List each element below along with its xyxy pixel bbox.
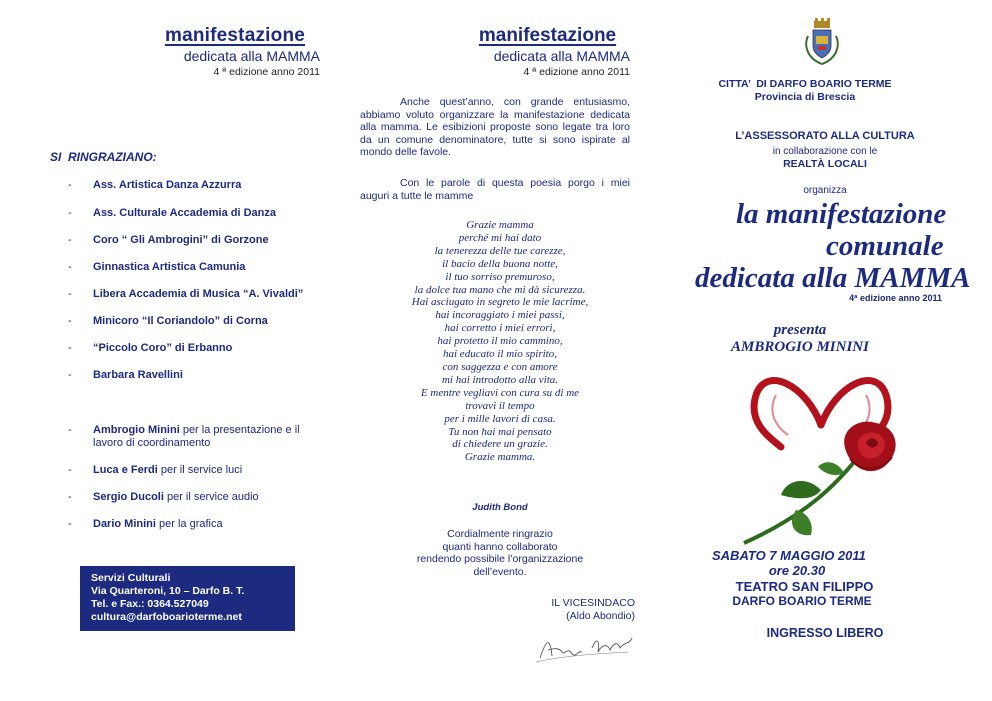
thanks-person: - Ambrogio Minini per la presentazione e il lavoro di coordinamento <box>68 424 300 449</box>
free-entry: INGRESSO LIBERO <box>766 626 884 640</box>
vice-name: (Aldo Abondio) <box>566 609 635 622</box>
left-edition: 4 ª edizione anno 2011 <box>213 66 320 78</box>
assessorato: L’ASSESSORATO ALLA CULTURA <box>735 130 915 142</box>
contact-box <box>80 566 295 631</box>
event-title-line-2: comunale <box>826 230 944 262</box>
middle-title: manifestazione <box>478 25 617 46</box>
contact-line: Via Quarteroni, 10 – Darfo B. T. <box>91 585 245 597</box>
poem-line: per i mille lavori di casa. <box>444 412 556 425</box>
poem-line: la dolce tua mano che mi dà sicurezza. <box>414 283 586 296</box>
poem-line: con saggezza e con amore <box>442 360 558 373</box>
presenter-block <box>700 322 900 356</box>
contact-line: Servizi Culturali <box>91 572 171 584</box>
poem-line: mi hai introdotto alla vita. <box>441 373 558 386</box>
event-date: SABATO 7 MAGGIO 2011 <box>712 548 866 563</box>
poem-line: perché mi hai dato <box>458 231 542 244</box>
closing-line: quanti hanno collaborato <box>442 540 558 553</box>
poem-line: la tenerezza delle tue carezze, <box>434 244 566 257</box>
presenter-name: AMBROGIO MININI <box>731 339 869 355</box>
thanks-item: - Ass. Artistica Danza Azzurra <box>68 179 242 191</box>
poem-line: il bacio della buona notte, <box>442 257 558 270</box>
event-town: DARFO BOARIO TERME <box>732 594 872 608</box>
middle-subtitle: dedicata alla MAMMA <box>493 48 630 64</box>
city-name: CITTA’ DI DARFO BOARIO TERME <box>718 78 892 90</box>
poem-line: trovavi il tempo <box>465 399 535 412</box>
poem-line: Grazie mamma. <box>464 451 536 464</box>
poem-line: hai educato il mio spirito, <box>443 348 557 361</box>
thanks-person: - Dario Minini per la grafica <box>68 518 223 530</box>
poem-line: di chiedere un grazie. <box>452 438 548 451</box>
left-title: manifestazione <box>164 25 306 46</box>
contact-email: cultura@darfoboarioterme.net <box>91 611 242 623</box>
intro-paragraph-2: Con le parole di questa poesia porgo i miei auguri a tutte le mamme <box>360 177 630 202</box>
event-venue: TEATRO SAN FILIPPO <box>735 579 874 594</box>
closing-line: Cordialmente ringrazio <box>447 528 553 540</box>
poem-line: hai corretto i miei errori, <box>444 322 556 335</box>
province: Provincia di Brescia <box>754 91 856 103</box>
poem-line: Grazie mamma <box>466 219 534 231</box>
poem-line: hai incoraggiato i miei passi, <box>435 309 565 322</box>
city-block <box>700 78 910 104</box>
thanks-heading: SI RINGRAZIANO: <box>50 150 157 164</box>
local-realities: REALTÀ LOCALI <box>783 158 867 170</box>
closing-line: dell’evento. <box>473 565 527 578</box>
poem-line: Hai asciugato in segreto le mie lacrime, <box>411 296 589 309</box>
poem-line: hai protetto il mio cammino, <box>437 335 563 348</box>
left-subtitle: dedicata alla MAMMA <box>183 48 320 64</box>
thanks-item: - Barbara Ravellini <box>68 369 183 381</box>
poem-line: Tu non hai mai pensato <box>448 425 552 438</box>
signature <box>532 626 642 666</box>
thanks-item: - Libera Accademia di Musica “A. Vivaldi” <box>68 288 304 300</box>
poem-line: E mentre vegliavi con cura su di me <box>420 386 580 399</box>
thanks-item: - “Piccolo Coro” di Erbanno <box>68 342 233 354</box>
contact-line: Tel. e Fax.: 0364.527049 <box>91 598 209 610</box>
poem-line: il tuo sorriso premuroso, <box>445 270 555 283</box>
vice-title: IL VICESINDACO <box>551 597 635 609</box>
heart-rose-illustration <box>726 355 916 555</box>
collaboration-note: in collaborazione con le <box>772 146 878 157</box>
middle-edition: 4 ª edizione anno 2011 <box>523 66 630 78</box>
event-edition: 4ª edizione anno 2011 <box>849 293 942 303</box>
intro-paragraph: Anche quest’anno, con grande entusiasmo, abbiamo voluto organizzare la manifestazione dedicata alla mamma. Le esibizioni proposte sono legate tra loro da un comune denominatore, tutte si sono ispirate al mondo delle favole. <box>360 96 630 158</box>
closing-note <box>360 528 640 578</box>
thanks-person: - Luca e Ferdi per il service luci <box>68 464 243 476</box>
poem <box>360 219 640 464</box>
closing-line: rendendo possibile l’organizzazione <box>416 553 584 565</box>
event-title-line-1: la manifestazione <box>736 198 947 230</box>
poem-author: Judith Bond <box>472 502 528 513</box>
thanks-person: - Sergio Ducoli per il service audio <box>68 491 259 503</box>
vice-mayor <box>500 597 635 622</box>
thanks-item: - Ginnastica Artistica Camunia <box>68 261 246 273</box>
presents-label: presenta <box>773 322 827 338</box>
coat-of-arms-icon <box>802 18 842 66</box>
organizes-label: organizza <box>803 185 847 196</box>
event-time: ore 20.30 <box>768 563 826 578</box>
event-title-line-3: dedicata alla MAMMA <box>695 262 971 294</box>
thanks-item: - Coro “ Gli Ambrogini” di Gorzone <box>68 234 269 246</box>
thanks-item: - Minicoro “Il Coriandolo” di Corna <box>68 315 268 327</box>
thanks-item: - Ass. Culturale Accademia di Danza <box>68 207 276 219</box>
